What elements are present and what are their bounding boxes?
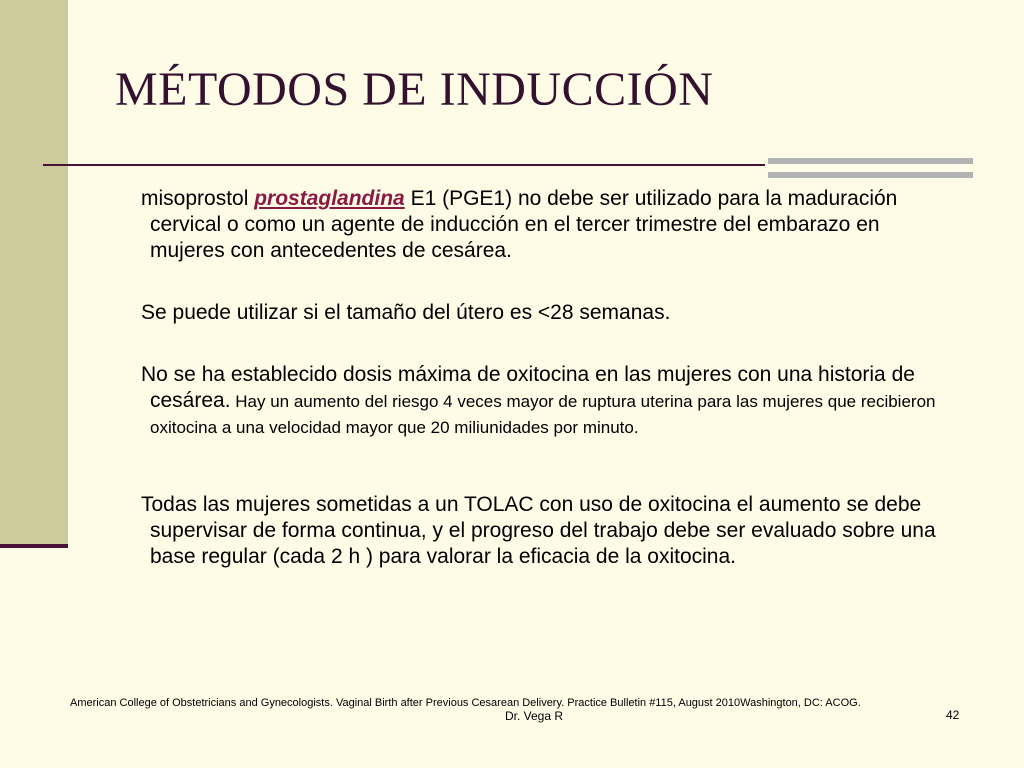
- page-number: 42: [946, 708, 960, 722]
- paragraph-text: No se ha establecido dosis máxima de oxitocina en las mujeres con una historia de cesárea.: [141, 363, 915, 412]
- paragraph-misoprostol: [141, 186, 940, 264]
- paragraph-uterus-size: Se puede utilizar si el tamaño del útero es <28 semanas.: [141, 301, 671, 324]
- left-bar-underline: [0, 544, 68, 548]
- grey-accent-bar-top: [768, 158, 973, 164]
- grey-accent-bar-bottom: [768, 172, 973, 178]
- paragraph-text: misoprostol: [141, 187, 255, 210]
- slide-title: MÉTODOS DE INDUCCIÓN: [115, 63, 714, 116]
- paragraph-text: E1 (PGE1) no debe ser utilizado para la maduración cervical o como un agente de inducción en el tercer trimestre del embarazo en mujeres con antecedentes de cesárea.: [150, 187, 898, 262]
- title-divider: [43, 164, 765, 166]
- paragraph-tolac: Todas las mujeres sometidas a un TOLAC con uso de oxitocina el aumento se debe supervisar de forma continua, y el progreso del trabajo debe ser evaluado sobre una base regular (cada 2 h ) para valorar la eficacia de la oxitocina.: [141, 493, 936, 568]
- prostaglandina-link[interactable]: prostaglandina: [254, 187, 405, 210]
- paragraph-small-text: Hay un aumento del riesgo 4 veces mayor de ruptura uterina para las mujeres que recibieron oxitocina a una velocidad mayor que 20 miliunidades por minuto.: [150, 392, 936, 437]
- footer-citation: American College of Obstetricians and Gynecologists. Vaginal Birth after Previous Cesarean Delivery. Practice Bulletin #115, August 2010Washington, DC: ACOG.: [70, 697, 861, 709]
- left-decorative-bar: [0, 0, 68, 545]
- paragraph-oxytocin-dose: [141, 362, 960, 440]
- footer-author: Dr. Vega R: [505, 709, 564, 723]
